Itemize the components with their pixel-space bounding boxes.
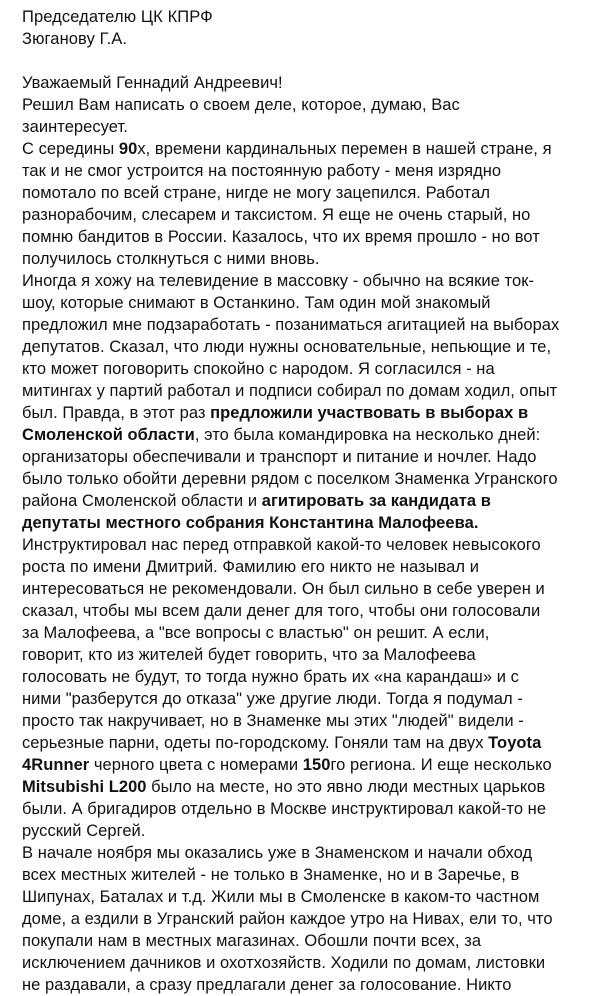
text-run: митингах у партий работал и подписи собирал по домам ходил, опыт bbox=[22, 382, 558, 400]
text-run: доме, а ездили в Угранский район каждое утро на Нивах, ели то, что bbox=[22, 910, 553, 928]
text-run: го региона. И еще несколько bbox=[330, 756, 552, 774]
text-run: роста по имени Дмитрий. Фамилию его никто не называл и bbox=[22, 558, 479, 576]
letter-line bbox=[22, 446, 586, 468]
letter-line bbox=[22, 226, 586, 248]
addressee-name: Зюганову Г.А. bbox=[22, 30, 128, 48]
letter-line bbox=[22, 820, 586, 842]
text-run: Иногда я хожу на телевидение в массовку - обычно на всякие ток- bbox=[22, 272, 535, 290]
letter-line bbox=[22, 688, 586, 710]
letter-line bbox=[22, 160, 586, 182]
text-run: был. Правда, в этот раз bbox=[22, 404, 211, 422]
letter-line bbox=[22, 424, 586, 446]
text-run: С середины bbox=[22, 140, 119, 158]
letter-line bbox=[22, 204, 586, 226]
text-run: русский Сергей. bbox=[22, 822, 146, 840]
emphasized-text: 90 bbox=[118, 140, 138, 158]
letter-greeting: Уважаемый Геннадий Андреевич! bbox=[22, 74, 283, 92]
letter-body bbox=[22, 72, 586, 996]
emphasized-text: Mitsubishi L200 bbox=[22, 778, 147, 796]
letter-line bbox=[22, 974, 586, 996]
text-run: района Смоленской области и bbox=[22, 492, 262, 510]
letter-line bbox=[22, 908, 586, 930]
text-run: интересоваться не рекомендовали. Он был сильно в себе уверен и bbox=[22, 580, 545, 598]
letter-line bbox=[22, 644, 586, 666]
letter-line bbox=[22, 754, 586, 776]
text-run: было на месте, но это явно люди местных царьков bbox=[146, 778, 546, 796]
text-run: не раздавали, а сразу предлагали денег за голосование. Никто bbox=[22, 976, 512, 994]
addressee-block bbox=[22, 6, 586, 50]
text-run: за Малофеева, а "все вопросы с властью" он решит. А если, bbox=[22, 624, 490, 642]
letter-line bbox=[22, 116, 586, 138]
text-run: шоу, которые снимают в Останкино. Там один мой знакомый bbox=[22, 294, 491, 312]
letter-line bbox=[22, 512, 586, 534]
text-run: организаторы обеспечивали и транспорт и питание и ночлег. Надо bbox=[22, 448, 537, 466]
letter-line bbox=[22, 622, 586, 644]
letter-line bbox=[22, 314, 586, 336]
text-run: Шипунах, Баталах и т.д. Жили мы в Смоленске в каком-то частном bbox=[22, 888, 540, 906]
letter-line bbox=[22, 556, 586, 578]
text-run: , это была командировка на несколько дней: bbox=[194, 426, 541, 444]
letter-line bbox=[22, 952, 586, 974]
text-run: получилось столкнуться с ними вновь. bbox=[22, 250, 320, 268]
emphasized-text: предложили участвовать в выборах в bbox=[210, 404, 529, 422]
letter-line bbox=[22, 248, 586, 270]
text-run: заинтересует. bbox=[22, 118, 128, 136]
text-run: х, времени кардинальных перемен в нашей стране, я bbox=[137, 140, 552, 158]
letter-line bbox=[22, 666, 586, 688]
emphasized-text: 150 bbox=[302, 756, 331, 774]
text-run: разнорабочим, слесарем и таксистом. Я еще не очень старый, но bbox=[22, 206, 531, 224]
addressee-title: Председателю ЦК КПРФ bbox=[22, 8, 213, 26]
text-run: предложил мне подзаработать - позаниматься агитацией на выборах bbox=[22, 316, 560, 334]
letter-line bbox=[22, 710, 586, 732]
letter-line bbox=[22, 578, 586, 600]
text-run: Решил Вам написать о своем деле, которое, думаю, Вас bbox=[22, 96, 460, 114]
text-run: серьезные парни, одеты по-городскому. Гоняли там на двух bbox=[22, 734, 489, 752]
emphasized-text: Смоленской области bbox=[22, 426, 195, 444]
letter-line bbox=[22, 292, 586, 314]
letter-line bbox=[22, 600, 586, 622]
letter-line bbox=[22, 182, 586, 204]
emphasized-text: агитировать за кандидата в bbox=[261, 492, 491, 510]
letter-line bbox=[22, 864, 586, 886]
letter-line bbox=[22, 138, 586, 160]
letter-line bbox=[22, 842, 586, 864]
text-run: помню бандитов в России. Казалось, что их время прошло - но вот bbox=[22, 228, 540, 246]
text-run: исключением дачников и охотхозяйств. Ходили по домам, листовки bbox=[22, 954, 546, 972]
text-run: кто может поговорить спокойно с народом. Я согласился - на bbox=[22, 360, 495, 378]
text-run: сказал, чтобы мы всем дали денег для того, чтобы они голосовали bbox=[22, 602, 541, 620]
letter-line bbox=[22, 776, 586, 798]
letter-line bbox=[22, 798, 586, 820]
letter-line bbox=[22, 732, 586, 754]
letter-line bbox=[22, 886, 586, 908]
text-run: покупали нам в местных магазинах. Обошли почти всех, за bbox=[22, 932, 482, 950]
letter-line bbox=[22, 94, 586, 116]
letter-line bbox=[22, 336, 586, 358]
text-run: так и не смог устроится на постоянную работу - меня изрядно bbox=[22, 162, 502, 180]
spacer bbox=[22, 50, 586, 72]
text-run: было только обойти деревни рядом с поселком Знаменка Угранского bbox=[22, 470, 558, 488]
text-run: Инструктировал нас перед отправкой какой-то человек невысокого bbox=[22, 536, 541, 554]
text-run: всех местных жителей - не только в Знаменке, но и в Заречье, в bbox=[22, 866, 520, 884]
letter-line bbox=[22, 490, 586, 512]
letter-line bbox=[22, 358, 586, 380]
text-run: голосовать не будут, то тогда нужно брать их «на карандаш» и с bbox=[22, 668, 519, 686]
text-run: помотало по всей стране, нигде не могу зацепился. Работал bbox=[22, 184, 490, 202]
text-run: просто так накручивает, но в Знаменке мы этих "людей" видели - bbox=[22, 712, 524, 730]
emphasized-text: 4Runner bbox=[22, 756, 90, 774]
letter-line bbox=[22, 402, 586, 424]
text-run: депутатов. Сказал, что люди нужны основательные, непьющие и те, bbox=[22, 338, 552, 356]
letter-line bbox=[22, 380, 586, 402]
text-run: говорит, кто из жителей будет говорить, что за Малофеева bbox=[22, 646, 476, 664]
emphasized-text: депутаты местного собрания Константина Малофеева. bbox=[22, 514, 479, 532]
letter-line bbox=[22, 930, 586, 952]
letter-line bbox=[22, 270, 586, 292]
text-run: черного цвета с номерами bbox=[89, 756, 303, 774]
letter-line bbox=[22, 534, 586, 556]
emphasized-text: Toyota bbox=[488, 734, 542, 752]
text-run: ними "разберутся до отказа" уже другие люди. Тогда я подумал - bbox=[22, 690, 523, 708]
text-run: были. А бригадиров отдельно в Москве инструктировал какой-то не bbox=[22, 800, 547, 818]
text-run: В начале ноября мы оказались уже в Знаменском и начали обход bbox=[22, 844, 533, 862]
letter-line bbox=[22, 468, 586, 490]
letter-text bbox=[22, 94, 586, 996]
